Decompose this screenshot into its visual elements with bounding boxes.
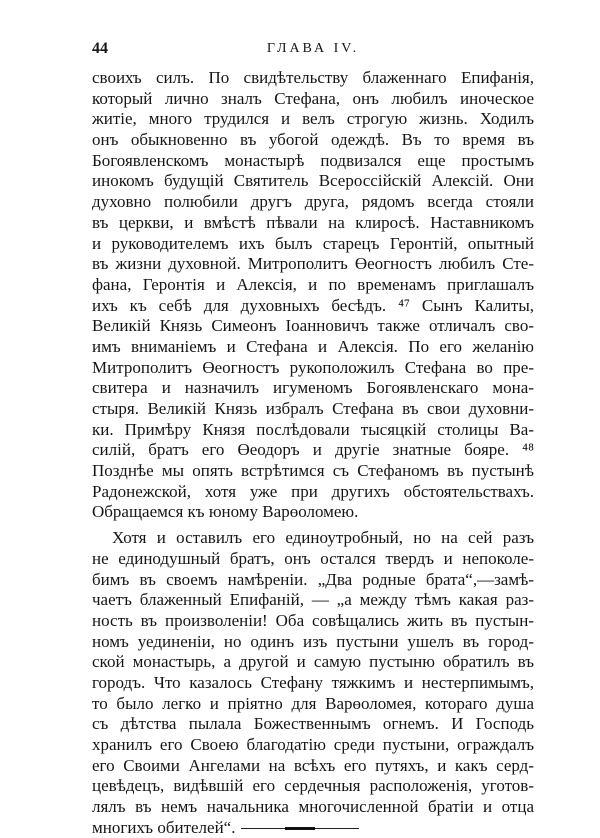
text-line — [92, 358, 534, 379]
text-line-content: духовно полюбили другъ друга, рядомъ всегда стояли — [92, 192, 534, 212]
text-line-content: силій, братъ его Өеодоръ и другіе знатные бояре. ⁴⁸ — [92, 440, 534, 460]
text-line-content: ихъ къ себѣ для духовныхъ бесѣдъ. ⁴⁷ Сынъ Калиты, — [92, 295, 534, 315]
text-line — [92, 213, 534, 234]
text-line-content: инокомъ будущій Святитель Всероссійскій Алексій. Они — [92, 171, 534, 191]
text-line-content: въ церкви, и вмѣстѣ пѣвали на клиросѣ. Наставникомъ — [92, 212, 534, 232]
text-line-content: бимъ въ своемъ намѣреніи. „Два родные брата“,—замѣ- — [92, 569, 534, 589]
text-line — [92, 68, 534, 89]
text-line-content: его Своими Ангелами на всѣхъ его путяхъ, и какъ серд- — [92, 755, 534, 775]
running-head: ГЛАВА IV. — [266, 41, 360, 56]
text-line — [92, 171, 534, 192]
text-line — [92, 502, 534, 523]
text-line — [92, 570, 534, 591]
text-line — [92, 632, 534, 653]
text-line-content: не единодушный братъ, онъ остался твердъ и непоколе- — [92, 548, 534, 568]
text-line-content: то было легко и пріятно для Варөоломея, котораго душа — [92, 693, 534, 713]
paragraph — [92, 528, 534, 838]
text-line — [92, 420, 534, 441]
text-line — [92, 673, 534, 694]
text-line-content: своихъ силъ. По свидѣтельству блаженнаго Епифанія, — [92, 68, 534, 87]
text-line-content: фана, Геронтія и Алексія, и по временамъ приглашалъ — [92, 274, 534, 294]
text-line-content: имъ вниманіемъ и Стефана и Алексія. По его желанію — [92, 336, 534, 356]
text-line — [92, 296, 534, 317]
text-line — [92, 151, 534, 172]
text-line — [92, 234, 534, 255]
text-line-content: Богоявленскомъ монастырѣ подвизался еще простымъ — [92, 150, 534, 170]
text-line — [92, 440, 534, 461]
text-line-content: городъ. Что казалось Стефану тяжкимъ и нестерпимымъ, — [92, 672, 534, 692]
text-line-content: Радонежской, хотя уже при другихъ обстоятельствахъ. — [92, 481, 534, 501]
text-line-content: ской монастырь, а другой и самую пустыню обратилъ въ — [92, 652, 534, 672]
text-line-content: въ жизни духовной. Митрополитъ Өеогностъ любилъ Сте- — [92, 254, 534, 274]
text-line — [92, 652, 534, 673]
text-line — [92, 756, 534, 777]
text-line — [92, 109, 534, 130]
text-line-content: цевѣдецъ, видѣвшій его сердечныя расположенія, уготов- — [92, 776, 534, 796]
text-line-content: Хотя и оставилъ его единоутробный, но на сей разъ — [112, 528, 534, 548]
text-line-content: Митрополитъ Өеогностъ рукоположилъ Стефана во пре- — [92, 357, 534, 377]
text-line-content: онъ обыкновенно въ убогой одеждѣ. Въ то время въ — [92, 130, 534, 150]
text-line-content: хранилъ его Своею благодатію среди пустыни, ограждалъ — [92, 735, 534, 754]
text-line — [92, 797, 534, 818]
text-line-content: многихъ обителей“. — [92, 817, 236, 837]
text-line-content: и руководителемъ ихъ былъ старецъ Геронтій, опытный — [92, 233, 534, 253]
text-line — [92, 89, 534, 110]
text-line-content: житіе, много трудился и велъ строгую жизнь. Ходилъ — [92, 109, 534, 129]
text-line-content: свитера и назначилъ игуменомъ Богоявленскаго мона- — [92, 378, 534, 398]
text-line-content: лялъ въ немъ начальника многочисленной братіи и отца — [92, 797, 534, 817]
text-line — [92, 482, 534, 503]
text-line — [92, 254, 534, 275]
text-line — [92, 461, 534, 482]
text-line — [92, 337, 534, 358]
text-line — [92, 590, 534, 611]
text-line — [92, 316, 534, 337]
text-line-content: номъ уединеніи, но одинъ изъ пустыни ушелъ въ город- — [92, 631, 534, 651]
text-line — [92, 378, 534, 399]
text-line-content: ность въ произволеніи! Оба совѣщались жить въ пустын- — [92, 610, 534, 630]
text-line-content: ки. Примѣру Князя послѣдовали тысяцкій столицы Ва- — [92, 419, 534, 439]
text-line — [92, 714, 534, 735]
text-line — [92, 130, 534, 151]
page-number: 44 — [92, 40, 108, 57]
text-line — [92, 818, 534, 838]
end-rule-ornament — [241, 824, 359, 833]
text-line-content: Обращаемся къ юному Варөоломею. — [92, 502, 359, 522]
text-line — [92, 399, 534, 420]
text-line — [92, 275, 534, 296]
text-line — [92, 528, 534, 549]
page-header — [92, 40, 534, 62]
text-line-content: стыря. Великій Князь избралъ Стефана въ свои духовни- — [92, 399, 534, 418]
text-line — [92, 192, 534, 213]
text-line-content: съ дѣтства пылала Божественнымъ огнемъ. И Господь — [92, 714, 534, 734]
text-line-content: чаетъ блаженный Епифаній, — „а между тѣмъ какая раз- — [92, 590, 534, 610]
text-line-content: Позднѣе мы опять встрѣтимся съ Стефаномъ въ пустынѣ — [92, 461, 534, 481]
text-line — [92, 611, 534, 632]
text-line — [92, 735, 534, 756]
paragraph — [92, 68, 534, 523]
text-line-content: который лично зналъ Стефана, онъ любилъ иноческое — [92, 88, 534, 108]
body-text — [92, 68, 534, 838]
text-line — [92, 776, 534, 797]
text-line — [92, 694, 534, 715]
text-line-content: Великій Князь Симеонъ Іоанновичъ также отличалъ сво- — [92, 316, 534, 336]
text-line — [92, 549, 534, 570]
